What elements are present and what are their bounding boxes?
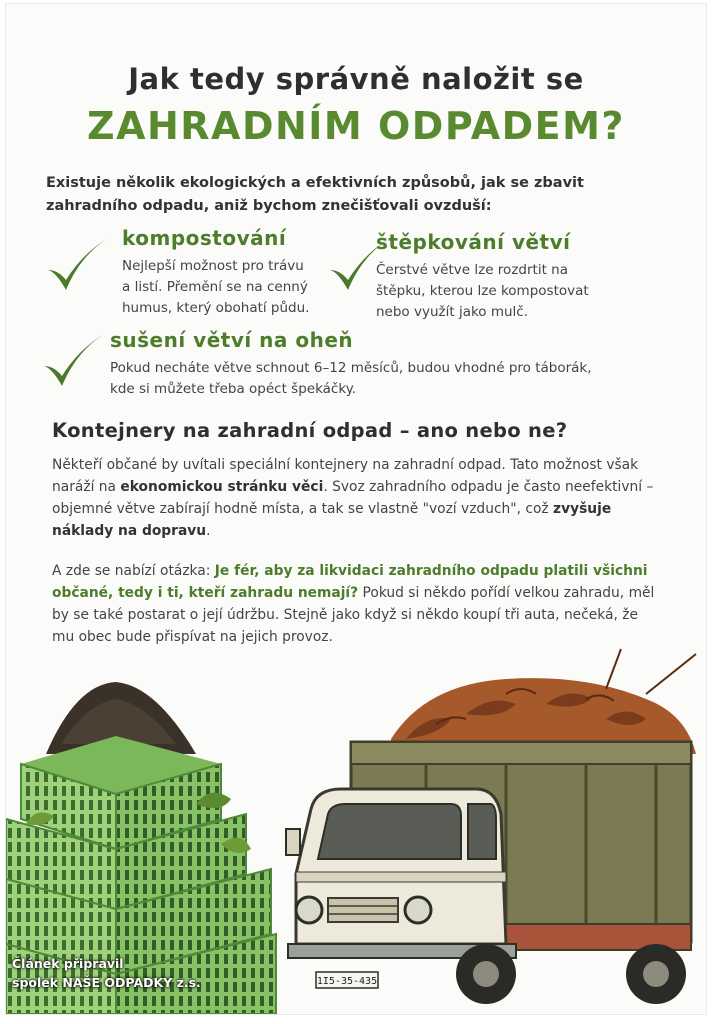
credit-line1: Článek připravil xyxy=(12,956,124,971)
intro-text xyxy=(46,172,666,218)
tip-composting xyxy=(42,226,332,316)
tip-line: nebo využít jako mulč. xyxy=(376,304,529,320)
page-title-line1: Jak tedy správně naložit se xyxy=(128,62,584,96)
emphasis-text: ekonomickou stránku věci xyxy=(120,479,324,495)
tip-line: humus, který obohatí půdu. xyxy=(122,300,310,316)
garbage-truck xyxy=(286,649,696,1004)
paragraph-text: . Svoz zahradního odpadu je často neefektivní – objemné větve zabírají hodně místa, a tak se vlastně "vozí vzduch", což xyxy=(52,479,654,517)
tip-line: a listí. Přemění se na cenný xyxy=(122,279,308,295)
tip-line: štěpku, kterou lze kompostovat xyxy=(376,283,589,299)
tip-text xyxy=(376,260,636,323)
paragraph-text: . xyxy=(206,523,211,539)
tip-heading: kompostování xyxy=(122,226,287,250)
paragraph-text: Pokud si někdo pořídí velkou zahradu, měl by se také postarat o její údržbu. Stejně jako když si někdo koupí tři auta, nečeká, že mu obec bude přispívat na jejich provoz. xyxy=(52,585,655,645)
tip-heading: sušení větví na oheň xyxy=(110,328,354,352)
tip-text xyxy=(110,358,670,400)
check-icon xyxy=(42,232,112,302)
tip-line: Nejlepší možnost pro trávu xyxy=(122,258,304,274)
license-plate: 1I5-35-435 xyxy=(316,976,378,987)
tip-line: Pokud necháte větve schnout 6–12 měsíců, budou vhodné pro táborák, xyxy=(110,360,592,376)
paragraph-text: A zde se nabízí otázka: xyxy=(52,563,215,579)
tip-heading: štěpkování větví xyxy=(376,230,571,254)
section-heading: Kontejnery na zahradní odpad – ano nebo ne? xyxy=(52,419,568,442)
tip-line: Čerstvé větve lze rozdrtit na xyxy=(376,262,568,278)
tip-chipping xyxy=(324,226,654,326)
tip-text xyxy=(122,256,342,319)
credit-line2: spolek NAŠE ODPADKY z.s. xyxy=(12,975,201,990)
paragraph-2 xyxy=(52,560,664,648)
intro-line2: zahradního odpadu, aniž bychom znečišťovali ovzduší: xyxy=(46,198,492,214)
author-credit xyxy=(12,954,232,992)
tip-line: kde si můžete třeba opéct špekáčky. xyxy=(110,381,357,397)
paragraph-text: Někteří občané by uvítali speciální kontejnery na zahradní odpad. Tato možnost však naráží na xyxy=(52,457,639,495)
intro-line1: Existuje několik ekologických a efektivních způsobů, jak se zbavit xyxy=(46,175,584,191)
emphasis-text: zvyšuje náklady na dopravu xyxy=(52,501,612,539)
page-title-line2: ZAHRADNÍM ODPADEM? xyxy=(87,104,625,148)
paragraph-1 xyxy=(52,454,664,542)
tip-drying xyxy=(38,326,678,406)
check-icon xyxy=(38,328,108,398)
highlight-question: Je fér, aby za likvidaci zahradního odpadu platili všichni občané, tedy i ti, kteří zahradu nemají? xyxy=(52,563,648,601)
page xyxy=(6,4,706,1014)
